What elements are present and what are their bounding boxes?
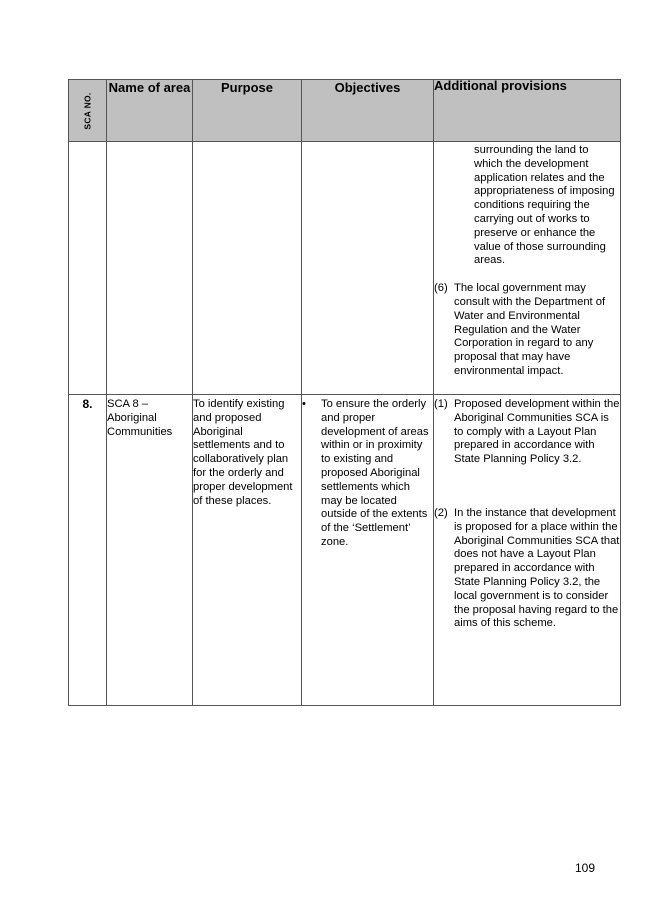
provision-text: In the instance that development is proposed for a place within the Aboriginal Communities SCA that does not have a Layout Plan prepared in accordance with State Planning Policy 3.2, the local government is to consider the proposal having regard to the aims of this scheme. xyxy=(454,506,620,630)
header-name-of-area: Name of area xyxy=(107,80,193,142)
provision-number: (1) xyxy=(434,398,448,410)
header-additional-provisions: Additional provisions xyxy=(434,80,621,142)
provision-item xyxy=(434,398,620,467)
header-purpose: Purpose xyxy=(193,80,302,142)
bullet-icon: • xyxy=(302,398,306,410)
continuation-row xyxy=(69,142,621,395)
page-number: 109 xyxy=(575,861,596,875)
provision-item xyxy=(434,282,620,379)
continued-provision-text: surrounding the land to which the development application relates and the appropriateness of imposing conditions requiring the carrying out of works to preserve or enhance the value of those surrounding areas. xyxy=(474,144,615,267)
purpose-cell: To identify existing and proposed Aboriginal settlements and to collaboratively plan for the orderly and proper development of these places. xyxy=(193,395,302,706)
provision-item xyxy=(434,507,620,631)
header-row xyxy=(69,80,621,142)
area-name-cell: SCA 8 – Aboriginal Communities xyxy=(107,395,193,706)
continuation-empty-cell xyxy=(193,142,302,395)
provision-number: (6) xyxy=(434,282,448,295)
provision-number: (2) xyxy=(434,506,448,519)
sca-number-cell: 8. xyxy=(69,395,107,706)
provision-text: The local government may consult with the Department of Water and Environmental Regulation and the Water Corporation in regard to any proposal that may have environmental impact. xyxy=(454,282,606,377)
header-sca-no: SCA NO. xyxy=(69,80,107,142)
continuation-provisions-cell xyxy=(434,142,621,395)
provision-text: Proposed development within the Aboriginal Communities SCA is to comply with a Layout Plan prepared in accordance with State Planning Policy 3.2. xyxy=(454,398,620,466)
continuation-empty-cell xyxy=(69,142,107,395)
objective-text: To ensure the orderly and proper development of areas within or in proximity to existing and proposed Aboriginal settlements which may be located outside of the extents of the ‘Settlement’ zone. xyxy=(321,398,429,548)
continuation-empty-cell xyxy=(302,142,434,395)
continuation-empty-cell xyxy=(107,142,193,395)
sca-row-8 xyxy=(69,395,621,706)
objective-item xyxy=(302,395,433,550)
sca-table xyxy=(68,79,621,706)
objectives-cell xyxy=(302,395,434,706)
additional-provisions-cell xyxy=(434,395,621,706)
header-objectives: Objectives xyxy=(302,80,434,142)
